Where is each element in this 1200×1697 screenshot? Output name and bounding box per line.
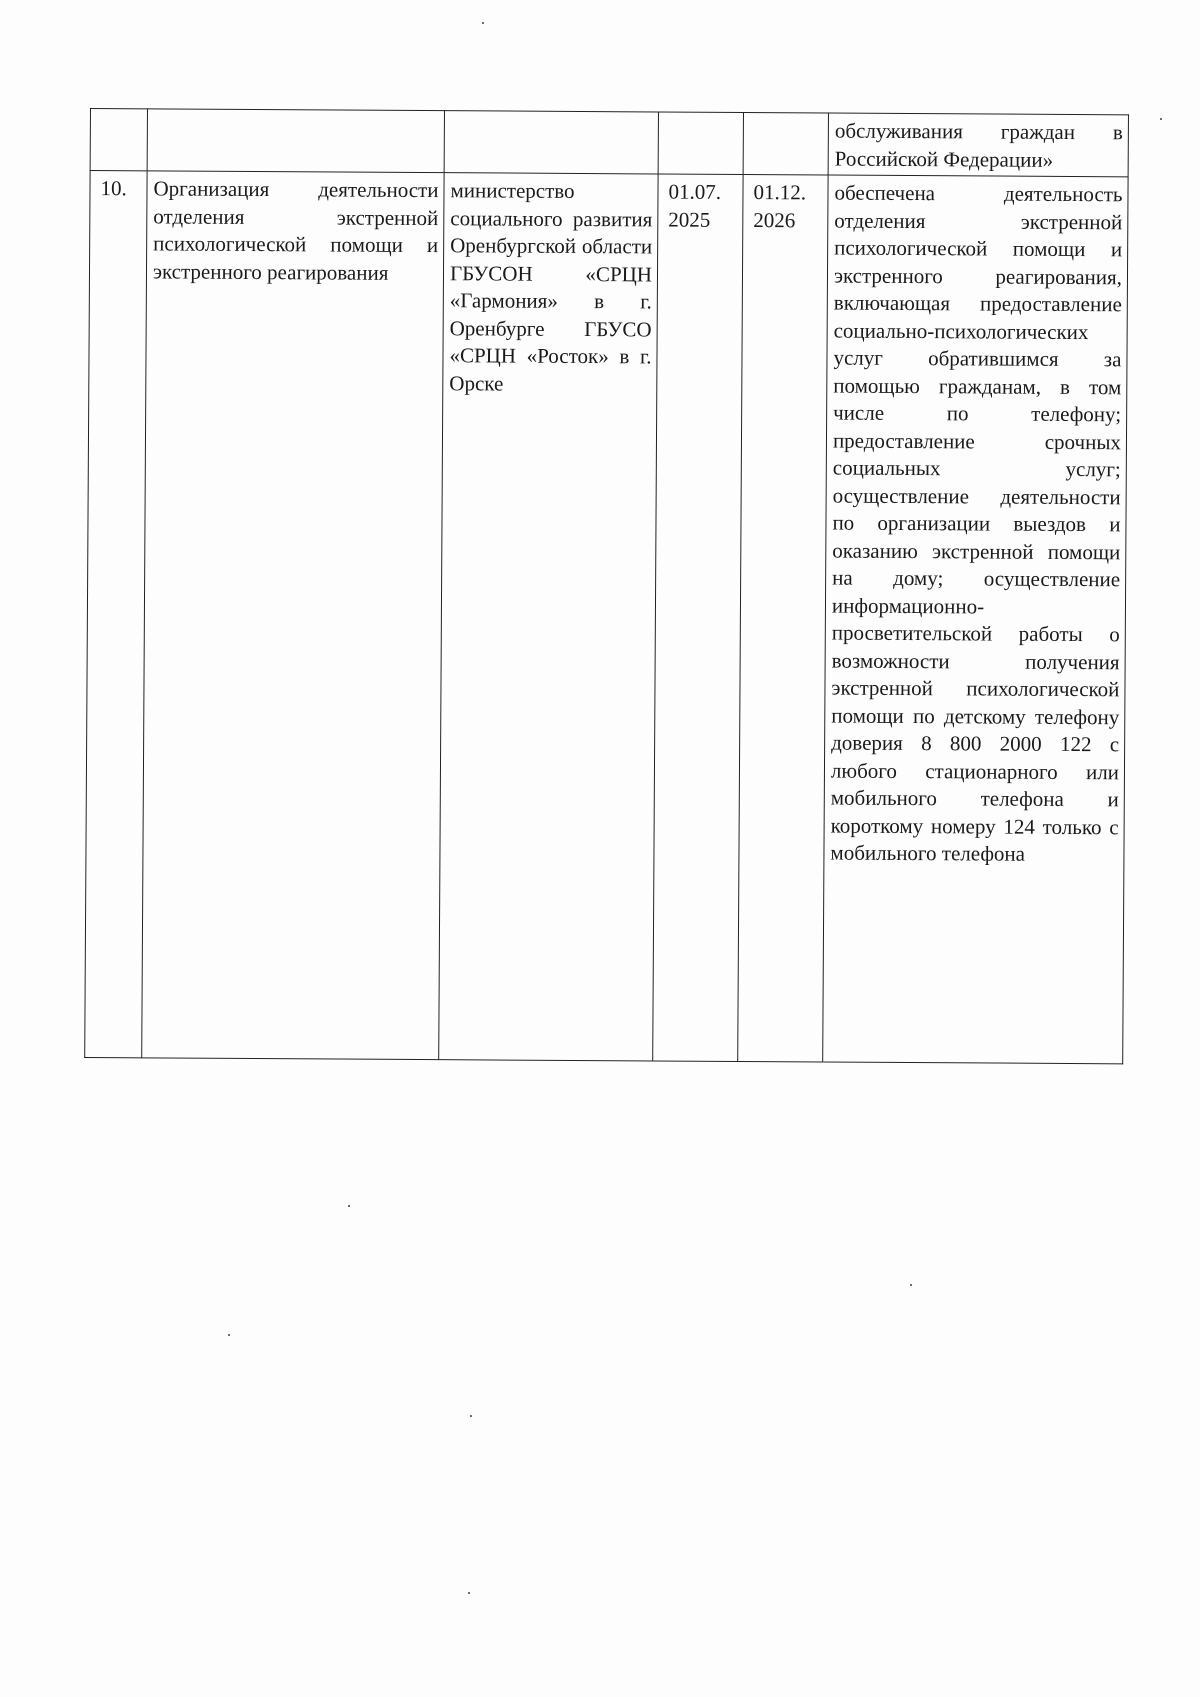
cell-result: обслуживания граждан в Российской Федерации» <box>828 113 1128 177</box>
scan-speck <box>348 1205 350 1207</box>
cell-responsible: министерство социального развития Оренбургской области ГБУСОН «СРЦН «Гармония» в г. Оренбурге ГБУСО «СРЦН «Росток» в г. Орске <box>439 173 658 1061</box>
scan-speck <box>1160 118 1162 120</box>
scan-speck <box>228 1334 230 1336</box>
cell-start-date: 01.07. 2025 <box>653 174 743 1062</box>
scan-speck <box>910 1284 912 1286</box>
cell-start <box>658 112 743 175</box>
cell-name: Организация деятельности отделения экстренной психологической помощи и экстренного реагирования <box>142 171 444 1060</box>
scan-speck <box>482 22 484 24</box>
cell-end <box>743 112 828 175</box>
scan-speck <box>470 1415 472 1417</box>
cell-end-date: 01.12. 2026 <box>738 174 828 1062</box>
cell-name <box>147 109 444 173</box>
cell-responsible <box>444 111 658 174</box>
cell-num <box>90 109 147 171</box>
cell-result: обеспечена деятельность отделения экстренной психологической помощи и экстренного реагирования, включающая предоставление социально-психологических услуг обратившимся за помощью гражданам, в том числе по телефону; предоставление срочных социальных услуг; осуществление деятельности по организации выездов и оказанию экстренной помощи на дому; осуществление информационно-просветительской работы о возможности получения экстренной психологической помощи по детскому телефону доверия 8 800 2000 122 с любого стационарного или мобильного телефона и короткому номеру 124 только с мобильного телефона <box>823 175 1128 1064</box>
table-row <box>85 171 1128 1064</box>
table-row-continuation <box>90 109 1128 177</box>
cell-num: 10. <box>85 171 147 1058</box>
scan-speck <box>468 1592 470 1594</box>
measures-table <box>84 108 1129 1064</box>
